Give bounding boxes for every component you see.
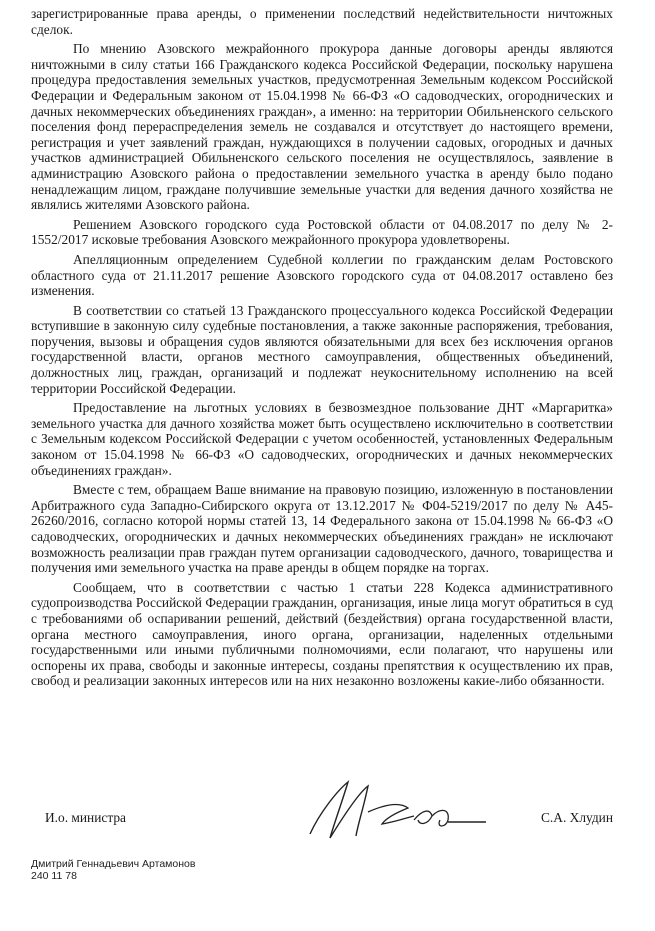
- paragraph-continuation: зарегистрированные права аренды, о применении последствий недействительности ничтожных сделок.: [31, 6, 613, 37]
- executor-phone: 240 11 78: [31, 870, 77, 882]
- signatory-position: И.о. министра: [45, 810, 126, 825]
- paragraph-article-13: В соответствии со статьей 13 Гражданского процессуального кодекса Российской Федерации вступившие в законную силу судебные постановления, а также законные распоряжения, требования, поручения, вызовы и обращения судов являются обязательными для всех без исключения органов государственной власти, органов местного самоуправления, общественных объединений, должностных лиц, граждан, организаций и подлежат неукоснительному исполнению на всей территории Российской Федерации.: [31, 302, 613, 396]
- paragraph-legal-position: Вместе с тем, обращаем Ваше внимание на правовую позицию, изложенную в постановлении Арбитражного суда Западно-Сибирского округа от 13.12.2017 № Ф04-5219/2017 по делу № А45-26260/2016, согласно которой нормы статей 13, 14 Федерального закона от 15.04.1998 № 66-ФЗ «О садоводческих, огороднических и дачных некоммерческих объединениях граждан» не исключают возможность реализации прав граждан путем организации садоводческого, дачного, товарищества и получения ими земельного участка на праве аренды в общем порядке на торгах.: [31, 482, 613, 576]
- executor-name: Дмитрий Геннадьевич Артамонов: [31, 858, 196, 870]
- signatory-name: С.А. Хлудин: [541, 810, 613, 825]
- letter-body: [31, 6, 613, 693]
- signature-row: [31, 810, 613, 830]
- executor-block: [31, 858, 195, 882]
- paragraph-land-provision: Предоставление на льготных условиях в безвозмездное пользование ДНТ «Маргаритка» земельного участка для дачного хозяйства может быть осуществлено исключительно в соответствии с Земельным кодексом Российской Федерации с учетом особенностей, установленных Федеральным законом от 15.04.1998 № 66-ФЗ «О садоводческих, огороднических и дачных некоммерческих объединениях граждан».: [31, 400, 613, 478]
- paragraph-article-228: Сообщаем, что в соответствии с частью 1 статьи 228 Кодекса административного судопроизводства Российской Федерации гражданин, организация, иные лица могут обратиться в суд с требованиями об оспаривании решений, действий (бездействия) органа государственной власти, органа местного самоуправления, иного органа, организации, наделенных отдельными государственными или иными публичными полномочиями, если полагают, что нарушены или оспорены их права, свободы и законные интересы, созданы препятствия к осуществлению их прав, свобод и реализации законных интересов или на них незаконно возложены какие-либо обязанности.: [31, 579, 613, 689]
- paragraph-appeal-ruling: Апелляционным определением Судебной коллегии по гражданским делам Ростовского областного суда от 21.11.2017 решение Азовского городского суда от 04.08.2017 оставлено без изменения.: [31, 251, 613, 299]
- paragraph-court-decision: Решением Азовского городского суда Ростовской области от 04.08.2017 по делу № 2-1552/2017 исковые требования Азовского межрайонного прокурора удовлетворены.: [31, 216, 613, 248]
- paragraph-prosecutor-opinion: По мнению Азовского межрайонного прокурора данные договоры аренды являются ничтожными в силу статьи 166 Гражданского кодекса Российской Федерации, поскольку нарушена процедура предоставления земельных участков, предусмотренная Земельным кодексом Российской Федерации и Федеральным законом от 15.04.1998 № 66-ФЗ «О садоводческих, огороднических и дачных некоммерческих объединениях граждан», а именно: на территории Обильненского сельского поселения фонд перераспределения земель не создавался и отсутствует до настоящего времени, регистрация и учет заявлений граждан, нуждающихся в получении садовых, огородных и дачных участков администрацией Обильненского сельского поселения не осуществлялось, заявление в администрацию Азовского района о предоставлении земельного участка в аренду было подано ненадлежащим лицом, граждане получившие земельные участки для ведения дачного хозяйства не являлись жителями Азовского района.: [31, 41, 613, 213]
